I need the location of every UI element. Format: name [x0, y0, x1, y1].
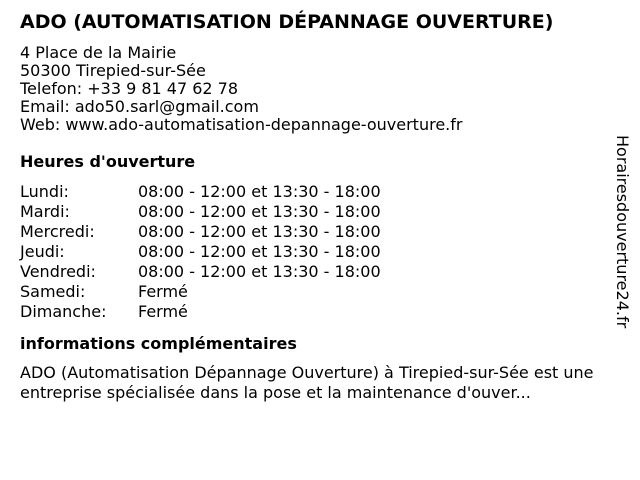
- day-label: Dimanche:: [20, 302, 107, 321]
- address-city: 50300 Tirepied-sur-Sée: [20, 61, 206, 80]
- day-label: Mercredi:: [20, 222, 95, 241]
- email-address: Email: ado50.sarl@gmail.com: [20, 97, 259, 116]
- time-range: 08:00 - 12:00 et 13:30 - 18:00: [138, 242, 381, 261]
- time-range: Fermé: [138, 282, 188, 301]
- hours-row-thursday: [20, 242, 610, 262]
- hours-row-monday: [20, 182, 610, 202]
- hours-row-friday: [20, 262, 610, 282]
- phone-number: Telefon: +33 9 81 47 62 78: [20, 79, 239, 98]
- contact-block: [20, 44, 610, 134]
- info-description: ADO (Automatisation Dépannage Ouverture) à Tirepied-sur-Sée est une entreprise spécialisée dans la pose et la maintenance d'ouver...: [20, 363, 594, 402]
- time-range: 08:00 - 12:00 et 13:30 - 18:00: [138, 222, 381, 241]
- time-range: 08:00 - 12:00 et 13:30 - 18:00: [138, 202, 381, 221]
- hours-heading: Heures d'ouverture: [20, 152, 196, 171]
- hours-row-saturday: [20, 282, 610, 302]
- day-label: Jeudi:: [20, 242, 65, 261]
- time-range: Fermé: [138, 302, 188, 321]
- time-range: 08:00 - 12:00 et 13:30 - 18:00: [138, 262, 381, 281]
- day-label: Mardi:: [20, 202, 70, 221]
- info-heading: informations complémentaires: [20, 334, 297, 353]
- address-street: 4 Place de la Mairie: [20, 43, 177, 62]
- watermark-label: Horairesdouverture24.fr: [613, 135, 632, 329]
- website-url: Web: www.ado-automatisation-depannage-ouverture.fr: [20, 115, 463, 134]
- day-label: Vendredi:: [20, 262, 96, 281]
- hours-table: [20, 182, 610, 322]
- business-card: [20, 8, 610, 403]
- business-name: ADO (AUTOMATISATION DÉPANNAGE OUVERTURE): [20, 11, 554, 33]
- day-label: Lundi:: [20, 182, 69, 201]
- day-label: Samedi:: [20, 282, 86, 301]
- time-range: 08:00 - 12:00 et 13:30 - 18:00: [138, 182, 381, 201]
- hours-row-wednesday: [20, 222, 610, 242]
- hours-row-tuesday: [20, 202, 610, 222]
- hours-row-sunday: [20, 302, 610, 322]
